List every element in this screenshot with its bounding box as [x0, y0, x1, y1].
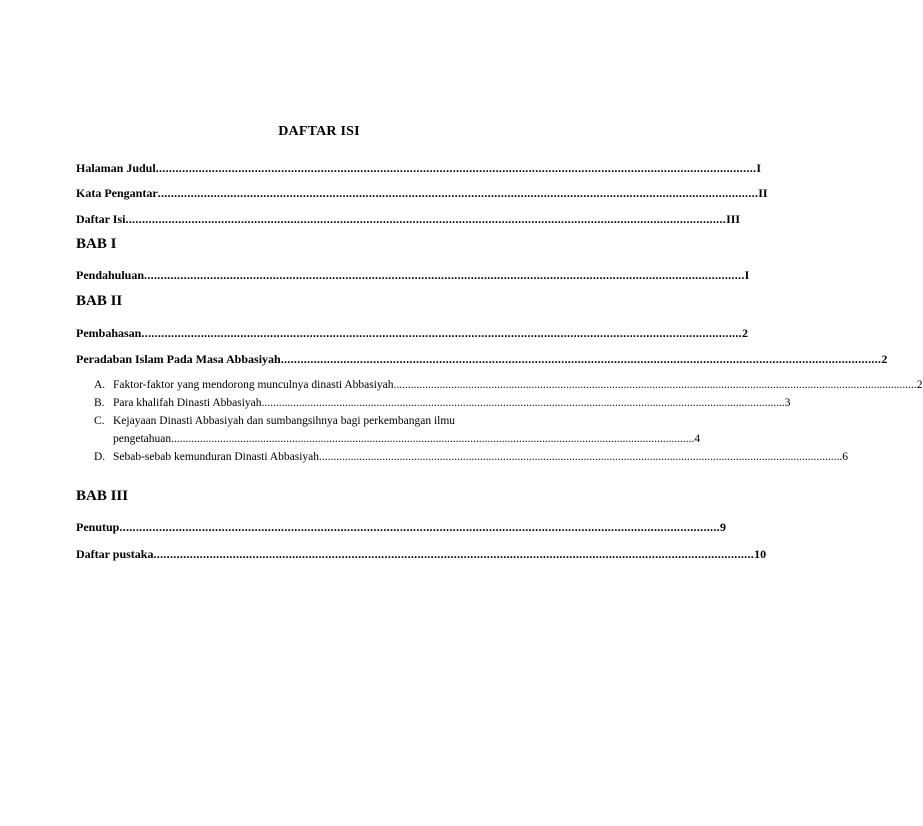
subentry-page: 2	[916, 379, 923, 391]
toc-subentry-c[interactable]	[94, 414, 558, 428]
dot-leader: ......................................................................................................................................................................................	[157, 186, 759, 200]
toc-entry-page: 9	[719, 520, 726, 534]
toc-subentry-c-continued[interactable]	[94, 432, 701, 446]
subentry-letter: B.	[94, 397, 105, 409]
page-title: DAFTAR ISI	[278, 124, 360, 139]
toc-entry-label: Penutup	[76, 520, 120, 534]
toc-subentry-b[interactable]	[94, 396, 791, 410]
toc-subentry-d[interactable]	[94, 450, 848, 464]
subentry-label: pengetahuan	[113, 433, 172, 445]
dot-leader: ......................................................................................................................................................................................	[319, 451, 843, 463]
subentry-letter: C.	[94, 415, 105, 427]
dot-leader: ......................................................................................................................................................................................	[144, 268, 745, 282]
chapter-heading-bab-iii: BAB III	[76, 488, 129, 504]
toc-entry-label: Pendahuluan	[76, 268, 145, 282]
toc-entry-daftar-pustaka[interactable]	[76, 547, 767, 561]
subentry-page: 4	[694, 433, 701, 445]
toc-entry-penutup[interactable]	[76, 520, 726, 534]
toc-subentry-a[interactable]	[94, 378, 923, 392]
toc-entry-label: Halaman Judul	[76, 161, 156, 175]
toc-entry-label: Pembahasan	[76, 326, 142, 340]
toc-entry-pendahuluan[interactable]	[76, 268, 750, 282]
dot-leader: ......................................................................................................................................................................................	[125, 212, 727, 226]
toc-entry-page: 10	[754, 547, 767, 561]
subentry-label: Sebab-sebab kemunduran Dinasti Abbasiyah	[113, 451, 319, 463]
subentry-letter: D.	[94, 451, 106, 463]
toc-entry-page: 2	[881, 352, 888, 366]
toc-entry-pembahasan[interactable]	[76, 326, 748, 340]
dot-leader: ......................................................................................................................................................................................	[155, 161, 757, 175]
chapter-heading-bab-i: BAB I	[76, 236, 117, 252]
dot-leader: ......................................................................................................................................................................................	[280, 352, 882, 366]
dot-leader: ......................................................................................................................................................................................	[171, 433, 695, 445]
dot-leader: ......................................................................................................................................................................................	[393, 379, 917, 391]
toc-entry-page: III	[726, 212, 741, 226]
dot-leader: ......................................................................................................................................................................................	[261, 397, 785, 409]
subentry-label: Para khalifah Dinasti Abbasiyah	[113, 397, 262, 409]
dot-leader: ......................................................................................................................................................................................	[153, 547, 755, 561]
toc-entry-page: 2	[741, 326, 748, 340]
toc-entry-page: I	[744, 268, 750, 282]
subentry-letter: A.	[94, 379, 106, 391]
toc-entry-page: II	[758, 186, 768, 200]
subentry-label: Faktor-faktor yang mendorong munculnya dinasti Abbasiyah	[113, 379, 394, 391]
subentry-page: 6	[842, 451, 848, 463]
toc-entry-page: I	[756, 161, 761, 175]
toc-entry-halaman-judul[interactable]	[76, 161, 761, 175]
toc-entry-daftar-isi[interactable]	[76, 212, 741, 226]
toc-entry-label: Daftar pustaka	[76, 547, 154, 561]
subentry-label: Kejayaan Dinasti Abbasiyah dan sumbangsihnya bagi perkembangan ilmu	[113, 415, 456, 427]
dot-leader: ......................................................................................................................................................................................	[141, 326, 742, 340]
subentry-page: 3	[784, 397, 791, 409]
dot-leader: ......................................................................................................................................................................................	[119, 520, 720, 534]
toc-entry-label: Peradaban Islam Pada Masa Abbasiyah	[76, 352, 281, 366]
toc-entry-peradaban-islam[interactable]	[76, 352, 888, 366]
toc-entry-label: Daftar Isi	[76, 212, 126, 226]
toc-entry-kata-pengantar[interactable]	[76, 186, 768, 200]
chapter-heading-bab-ii: BAB II	[76, 293, 123, 309]
toc-entry-label: Kata Pengantar	[76, 186, 158, 200]
